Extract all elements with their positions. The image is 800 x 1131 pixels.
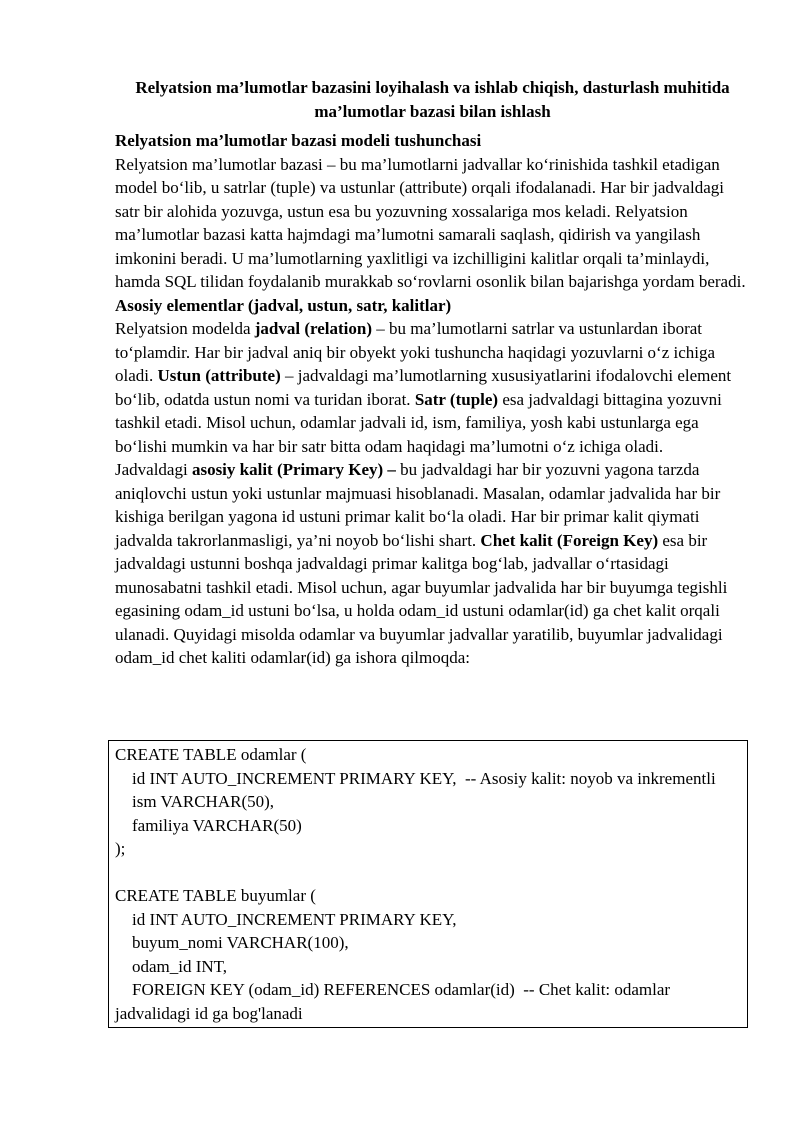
text-run: bu jadvaldagi har bir yozuvni yagona tarzda aniqlovchi ustun yoki ustunlar majmuasi hisoblanadi. Masalan, odamlar jadvalida har bir kishiga berilgan yagona id ustuni primar kalit bo‘la oladi. Har bir primar kalit qiymati jadvalda takrorlanmasligi, ya’ni noyob bo‘lishi shart. (115, 460, 721, 550)
text-run: – jadvaldagi ma’lumotlarning xususiyatlarini ifodalovchi element bo‘lib, odatda ustun nomi va turidan iborat. (115, 366, 732, 409)
code-line: odam_id INT, (115, 956, 228, 976)
term-relation: jadval (relation) (254, 319, 373, 338)
term-tuple: Satr (tuple) (414, 389, 499, 409)
text-run: esa jadvaldagi bittagina yozuvni tashkil etadi. Misol uchun, odamlar jadvali id, ism, familiya, yosh kabi ustunlarga ega bo‘lishi mumkin va har bir satr bitta odam haqidagi ma’lumotni o‘z ichiga oladi. (115, 389, 722, 456)
text-run: Relyatsion modelda (115, 319, 255, 338)
sql-code-block (108, 740, 748, 1028)
text-run: Jadvaldagi (115, 460, 192, 479)
paragraph-elements (115, 317, 750, 458)
code-line: familiya VARCHAR(50) (115, 815, 302, 835)
code-line: FOREIGN KEY (odam_id) REFERENCES odamlar(id) -- Chet kalit: odamlar jadvalidagi id ga bog'lanadi (115, 980, 675, 1023)
code-line: id INT AUTO_INCREMENT PRIMARY KEY, (115, 909, 457, 929)
section-heading-model: Relyatsion ma’lumotlar bazasi modeli tushunchasi (115, 131, 482, 150)
code-line (115, 861, 739, 885)
section-heading-elements: Asosiy elementlar (jadval, ustun, satr, kalitlar) (115, 295, 452, 315)
document-title: Relyatsion ma’lumotlar bazasini loyihalash va ishlab chiqish, dasturlash muhitida ma’lumotlar bazasi bilan ishlash (135, 78, 730, 121)
code-line: id INT AUTO_INCREMENT PRIMARY KEY, -- Asosiy kalit: noyob va inkrementli (115, 768, 716, 788)
paragraph-keys (115, 458, 750, 670)
code-line: ); (115, 839, 126, 858)
term-primary-key: asosiy kalit (Primary Key) – (191, 460, 396, 479)
text-run: esa bir jadvaldagi ustunni boshqa jadvaldagi primar kalitga bog‘lab, jadvallar o‘rtasidagi munosabatni tashkil etadi. Misol uchun, agar buyumlar jadvalida har bir buyumga tegishli egasining odam_id ustuni bo‘lsa, u holda odam_id ustuni odamlar(id) ga chet kalit orqali ulanadi. Quyidagi misolda odamlar va buyumlar jadvallar yaratilib, buyumlar jadvalidagi odam_id chet kaliti odamlar(id) ga ishora qilmoqda: (115, 530, 728, 667)
term-foreign-key: Chet kalit (Foreign Key) (480, 530, 659, 550)
term-attribute: Ustun (attribute) (157, 366, 281, 385)
code-line: buyum_nomi VARCHAR(100), (115, 933, 349, 952)
text-run: – bu ma’lumotlarni satrlar va ustunlardan iborat to‘plamdir. Har bir jadval aniq bir obyekt yoki tushuncha haqidagi yozuvlarni o‘z ichiga oladi. (115, 319, 716, 385)
paragraph-model: Relyatsion ma’lumotlar bazasi – bu ma’lumotlarni jadvallar ko‘rinishida tashkil etadigan model bo‘lib, u satrlar (tuple) va ustunlar (attribute) orqali ifodalanadi. Har bir jadvaldagi satr bir alohida yozuvga, ustun esa bu yozuvning xossalariga mos keladi. Relyatsion ma’lumotlar bazasi katta hajmdagi ma’lumotni samarali saqlash, qidirish va yangilash imkonini beradi. U ma’lumotlarning yaxlitligi va izchilligini kalitlar orqali ta’minlaydi, hamda SQL tilidan foydalanib murakkab so‘rovlarni osonlik bilan bajarishga yordam beradi. (115, 154, 746, 291)
code-line: CREATE TABLE odamlar ( (115, 745, 307, 764)
code-line: ism VARCHAR(50), (115, 792, 275, 811)
code-line: CREATE TABLE buyumlar ( (115, 886, 316, 905)
document-page (115, 76, 750, 670)
